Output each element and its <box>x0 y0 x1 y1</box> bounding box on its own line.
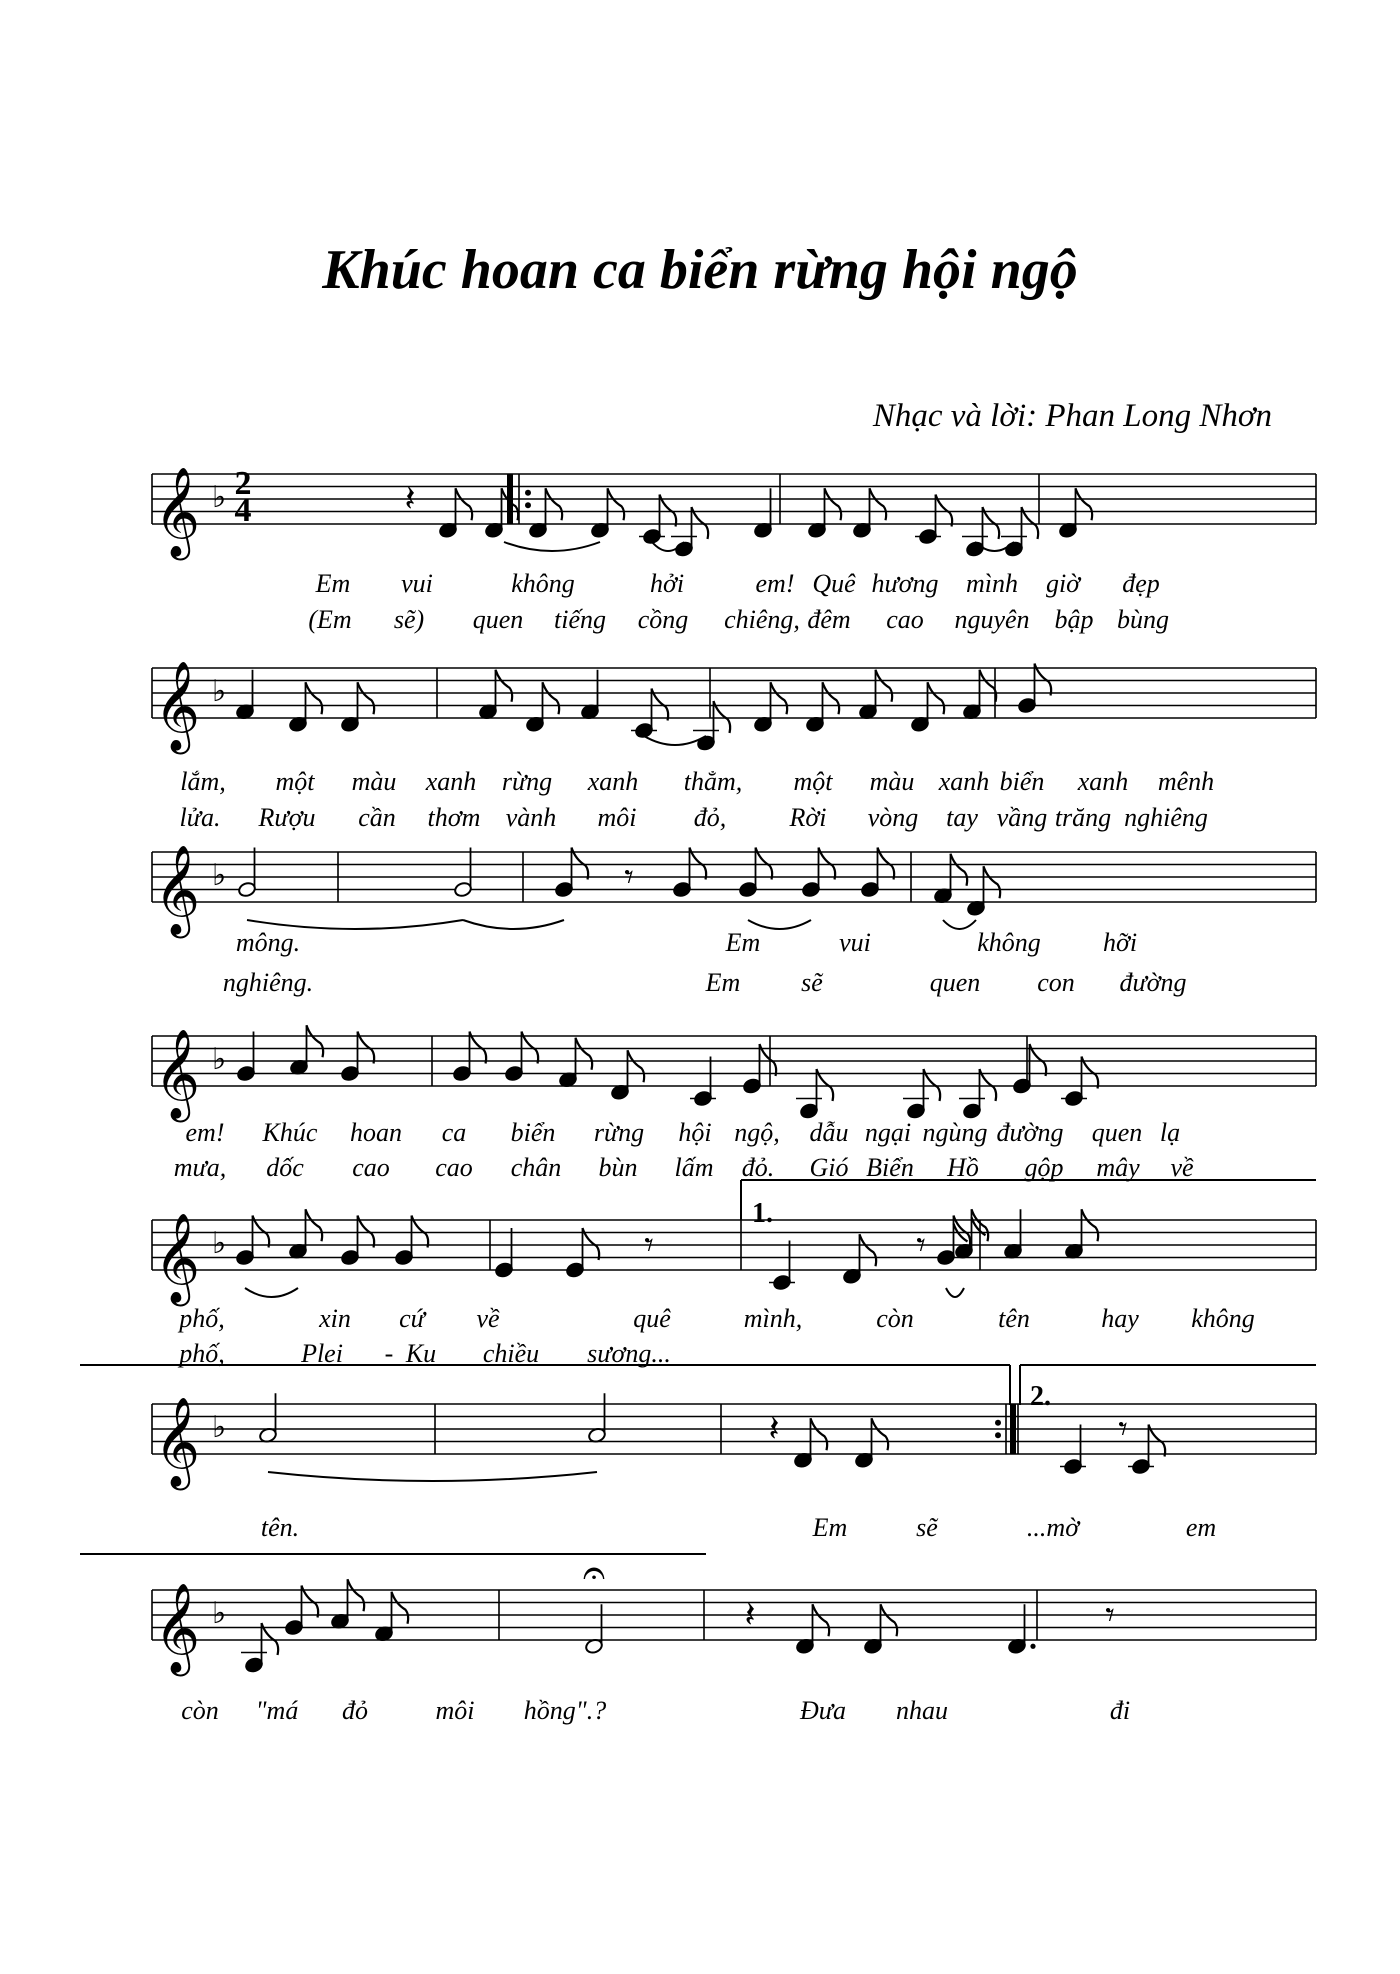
lyric-verse1-word: tên. <box>260 1513 300 1542</box>
lyric-verse1-word: ca <box>441 1118 467 1147</box>
lyric-verse1-word: ngùng <box>922 1118 988 1147</box>
eighth-rest-icon: 𝄾 <box>1118 1409 1128 1450</box>
lyric-verse1-word: vui <box>401 569 433 598</box>
lyric-verse1-word: em! <box>755 569 795 598</box>
second-ending-label: 2. <box>1030 1381 1051 1412</box>
note-flag <box>872 1418 889 1450</box>
lyric-verse2-word: đường <box>1119 968 1187 997</box>
eighth-rest-icon: 𝄾 <box>1105 1595 1115 1636</box>
lyric-verse2-word: cao <box>435 1153 473 1182</box>
note-flag <box>825 488 842 520</box>
lyric-verse1-word: không <box>977 928 1041 957</box>
first-ending-label: 1. <box>752 1198 773 1229</box>
lyric-verse1-word: quê <box>633 1304 671 1333</box>
lyric-verse1-word: lạ <box>1159 1118 1181 1147</box>
eighth-rest-icon: 𝄾 <box>624 857 634 898</box>
tie-slur <box>943 920 976 929</box>
lyric-verse2-word: trăng <box>1054 803 1112 832</box>
repeat-dot <box>995 1432 1001 1438</box>
augmentation-dot <box>1030 1644 1035 1649</box>
note-flag <box>876 670 893 702</box>
lyric-verse1-word: lắm, <box>180 767 226 796</box>
lyric-verse1-word: mênh <box>1157 767 1215 796</box>
lyric-verse2-word: thơm <box>427 803 481 832</box>
lyric-verse1-word: xanh <box>587 767 639 796</box>
lyric-verse1-word: biển <box>999 767 1045 796</box>
eighth-rest-icon: 𝄾 <box>644 1225 654 1266</box>
lyric-verse1-word: đỏ <box>342 1696 368 1725</box>
tie-slur <box>946 1288 964 1297</box>
lyric-verse2-word: (Em <box>308 605 352 634</box>
lyric-verse1-word: em! <box>185 1118 225 1147</box>
note-flag <box>980 670 997 702</box>
lyric-verse1-word: ...mờ <box>1026 1513 1080 1542</box>
note-flag <box>348 1579 365 1611</box>
lyric-verse1-word: về <box>476 1304 500 1333</box>
repeat-start-thick-bar <box>507 474 513 524</box>
staff-system-2 <box>152 661 1316 755</box>
staff-system-1 <box>152 467 1316 561</box>
lyric-verse1-word: hay <box>1101 1304 1139 1333</box>
lyric-verse1-word: môi <box>435 1696 475 1725</box>
lyric-verse1-word: "má <box>255 1696 299 1725</box>
lyric-verse2-word: tay <box>946 803 978 832</box>
quarter-rest-icon: 𝄽 <box>744 1595 756 1636</box>
lyric-verse1-word: Em <box>725 928 761 957</box>
note-flag <box>928 682 945 714</box>
note-flag <box>771 682 788 714</box>
tie-slur <box>268 1472 597 1481</box>
note-flag <box>860 1234 877 1266</box>
lyric-verse1-word: ngộ, <box>734 1118 780 1147</box>
lyric-verse1-word: hoan <box>350 1118 402 1147</box>
lyric-verse1-word: nhau <box>896 1696 948 1725</box>
note-flag <box>1082 1209 1099 1241</box>
treble-clef-icon: 𝄞 <box>154 1583 201 1673</box>
lyric-verse1-word: rừng <box>501 767 553 796</box>
lyric-verse1-word: Em <box>812 1513 848 1542</box>
lyric-verse1-word: hội <box>678 1118 712 1147</box>
note-flag <box>608 488 625 520</box>
lyric-verse1-word: xin <box>319 1304 351 1333</box>
lyric-verse1-word: ngại <box>864 1118 912 1147</box>
lyric-verse2-word: cồng <box>637 605 689 634</box>
note-flag <box>881 1604 898 1636</box>
note-flag <box>358 682 375 714</box>
treble-clef-icon: 𝄞 <box>154 1397 201 1487</box>
tie-slur <box>644 736 706 745</box>
lyric-verse1-word: thẳm, <box>683 767 743 796</box>
quarter-rest-icon: 𝄽 <box>768 1409 780 1450</box>
staff-system-4 <box>152 1025 1316 1123</box>
lyric-verse1-word: hồng".? <box>523 1696 607 1725</box>
lyric-verse1-word: còn <box>876 1304 914 1333</box>
flat-key-signature-icon: ♭ <box>212 674 227 709</box>
lyric-verse1-word: Khúc <box>262 1118 318 1147</box>
lyric-verse2-word: nghiêng. <box>222 968 314 997</box>
note-flag <box>546 488 563 520</box>
staff-system-5 <box>152 1209 1316 1307</box>
note-flag <box>823 682 840 714</box>
tie-slur <box>504 542 600 551</box>
lyric-verse1-word: mông. <box>235 928 301 957</box>
lyric-verse1-word: hương <box>871 569 939 598</box>
lyric-verse1-word: vui <box>839 928 871 957</box>
fermata-icon: 𝄐 <box>582 1550 606 1596</box>
lyric-verse2-word: - <box>384 1339 394 1368</box>
tie-slur <box>463 920 564 929</box>
lyric-verse2-word: đỏ. <box>741 1153 775 1182</box>
flat-key-signature-icon: ♭ <box>212 1042 227 1077</box>
lyric-verse2-word: nghiêng <box>1124 803 1208 832</box>
lyric-verse2-word: Rời <box>789 803 827 832</box>
lyric-verse1-word: còn <box>181 1696 219 1725</box>
repeat-end-thick-bar <box>1010 1404 1016 1454</box>
lyric-verse2-word: bập <box>1054 605 1094 634</box>
note-flag <box>392 1592 409 1624</box>
note-flag <box>306 1209 323 1241</box>
lyric-verse2-word: Rượu <box>258 803 316 832</box>
lyric-verse1-word: hởi <box>649 569 685 598</box>
quarter-rest-icon: 𝄽 <box>404 479 416 520</box>
lyric-verse2-word: gộp <box>1024 1153 1064 1182</box>
note-flag <box>1076 488 1093 520</box>
treble-clef-icon: 𝄞 <box>154 845 201 935</box>
time-signature-top: 2 <box>234 465 252 502</box>
lyric-verse1-word: màu <box>351 767 397 796</box>
staff-system-3 <box>152 845 1316 939</box>
lyric-verse1-word: đường <box>996 1118 1064 1147</box>
lyric-verse1-word: Đưa <box>800 1696 846 1725</box>
note-flag <box>811 1418 828 1450</box>
lyric-verse2-word: Gió <box>809 1153 849 1182</box>
lyric-verse1-word: không <box>1191 1304 1255 1333</box>
staff-system-7 <box>152 1579 1316 1677</box>
note-flag <box>576 1038 593 1070</box>
note-flag <box>984 866 1001 898</box>
lyric-verse1-word: biển <box>510 1118 556 1147</box>
lyric-verse2-word: lửa. <box>179 803 221 832</box>
flat-key-signature-icon: ♭ <box>212 480 227 515</box>
lyric-verse1-word: mình, <box>743 1304 803 1333</box>
lyric-verse1-word: cứ <box>399 1304 425 1333</box>
lyric-verse1-word: dẫu <box>809 1118 849 1147</box>
eighth-rest-icon: 𝄾 <box>916 1225 926 1266</box>
lyric-verse1-word: xanh <box>938 767 990 796</box>
lyric-verse2-word: sẽ) <box>393 605 425 634</box>
lyric-verse2-word: Ku <box>405 1339 437 1368</box>
lyric-verse2-word: vầng <box>996 803 1048 832</box>
note-flag <box>543 682 560 714</box>
lyric-verse2-word: vành <box>505 803 557 832</box>
lyric-verse2-word: sương... <box>587 1339 671 1368</box>
lyric-verse2-word: lấm <box>674 1153 714 1182</box>
lyric-verse2-word: chiêng, <box>724 605 800 634</box>
lyric-verse2-word: tiếng <box>554 605 606 634</box>
lyric-verse2-word: chân <box>510 1153 562 1182</box>
lyric-verse1-word: màu <box>869 767 915 796</box>
repeat-dot <box>525 490 531 496</box>
lyric-verse2-word: cần <box>358 803 396 832</box>
lyric-verse2-word: bùng <box>1117 605 1169 634</box>
song-title: Khúc hoan ca biển rừng hội ngộ <box>322 239 1078 301</box>
treble-clef-icon: 𝄞 <box>154 1029 201 1119</box>
treble-clef-icon: 𝄞 <box>154 467 201 557</box>
note-flag <box>870 488 887 520</box>
lyric-verse1-word: Em <box>315 569 351 598</box>
flat-key-signature-icon: ♭ <box>212 1596 227 1631</box>
repeat-dot <box>995 1420 1001 1426</box>
lyric-verse1-word: đi <box>1109 1696 1131 1725</box>
lyric-verse2-word: cao <box>886 605 924 634</box>
lyric-verse1-word: phố, <box>179 1304 225 1333</box>
treble-clef-icon: 𝄞 <box>154 661 201 751</box>
lyric-verse1-word: em <box>1185 1513 1217 1542</box>
time-signature-bottom: 4 <box>234 492 252 529</box>
note-flag <box>813 1604 830 1636</box>
note-flag <box>628 1050 645 1082</box>
lyric-verse2-word: đêm <box>807 605 851 634</box>
lyric-verse2-word: bùn <box>598 1153 638 1182</box>
flat-key-signature-icon: ♭ <box>212 1410 227 1445</box>
lyric-verse2-word: phố, <box>179 1339 225 1368</box>
lyric-verse2-word: vòng <box>867 803 919 832</box>
lyric-verse2-word: mây <box>1096 1153 1140 1182</box>
lyric-verse2-word: Em <box>705 968 741 997</box>
lyric-verse1-word: mình <box>966 569 1018 598</box>
note-flag <box>951 854 968 886</box>
tie-slur <box>245 1288 298 1297</box>
note-flag <box>456 488 473 520</box>
lyric-verse1-word: sẽ <box>916 1513 938 1542</box>
lyric-verse2-word: quen <box>929 968 981 997</box>
lyric-verse2-word: cao <box>352 1153 390 1182</box>
lyric-verse1-word: xanh <box>1077 767 1129 796</box>
lyric-verse2-word: Plei <box>301 1339 343 1368</box>
lyric-verse2-word: Hồ <box>947 1153 979 1182</box>
lyric-verse2-word: mưa, <box>173 1153 227 1182</box>
lyric-verse1-word: xanh <box>425 767 477 796</box>
lyric-verse2-word: môi <box>597 803 637 832</box>
flat-key-signature-icon: ♭ <box>212 858 227 893</box>
lyric-verse1-word: một <box>275 767 315 796</box>
lyric-verse1-word: tên <box>998 1304 1030 1333</box>
repeat-dot <box>525 502 531 508</box>
lyric-verse1-word: một <box>793 767 833 796</box>
lyric-verse1-word: không <box>511 569 575 598</box>
lyric-verse2-word: quen <box>472 605 524 634</box>
lyric-verse2-word: con <box>1037 968 1075 997</box>
lyric-verse1-word: đẹp <box>1122 569 1160 598</box>
lyric-verse2-word: về <box>1170 1153 1194 1182</box>
lyric-verse1-word: quen <box>1091 1118 1143 1147</box>
note-flag <box>496 670 513 702</box>
note-flag <box>307 1025 324 1057</box>
treble-clef-icon: 𝄞 <box>154 1213 201 1303</box>
lyric-verse2-word: dốc <box>266 1153 304 1182</box>
lyric-verse2-word: chiều <box>482 1339 540 1368</box>
lyric-verse1-word: hỡi <box>1102 928 1138 957</box>
lyric-verse2-word: nguyên <box>954 605 1030 634</box>
flat-key-signature-icon: ♭ <box>212 1226 227 1261</box>
lyric-verse1-word: Quê <box>812 569 856 598</box>
lyric-verse1-word: giờ <box>1045 569 1081 598</box>
lyric-verse2-word: đỏ, <box>693 803 727 832</box>
lyric-verse2-word: sẽ <box>801 968 823 997</box>
note-flag <box>306 682 323 714</box>
lyric-verse1-word: rừng <box>593 1118 645 1147</box>
lyric-verse2-word: Biển <box>866 1153 914 1182</box>
composer-credit: Nhạc và lời: Phan Long Nhơn <box>872 398 1272 434</box>
